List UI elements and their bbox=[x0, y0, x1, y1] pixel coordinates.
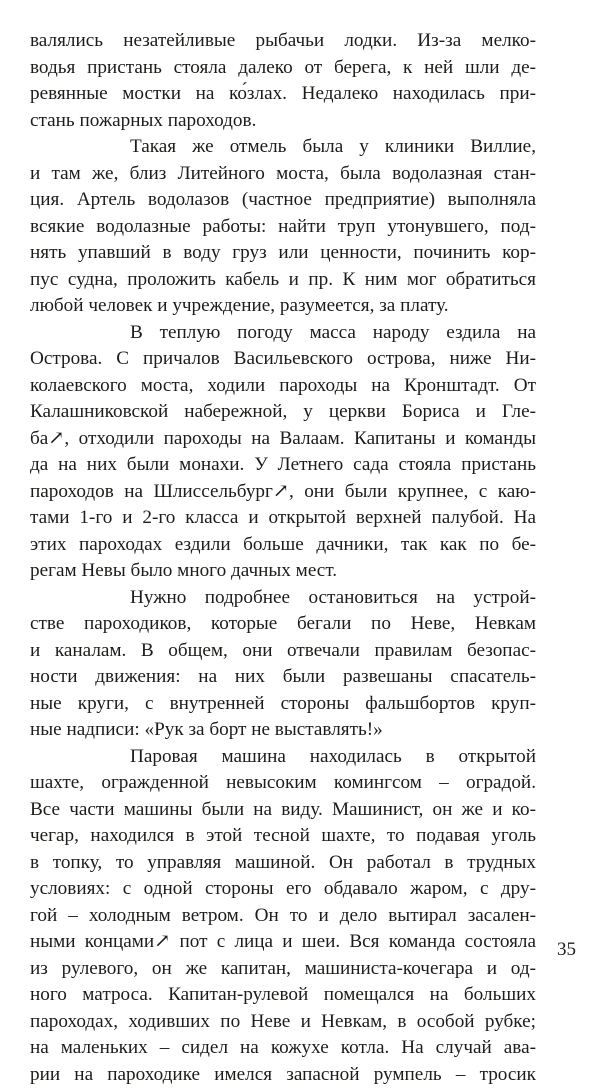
text-line: валялись незатейливые рыбачьи лодки. Из-за мелко- bbox=[30, 28, 536, 55]
text-line: в топку, то управляя машиной. Он работал в трудных bbox=[30, 850, 536, 877]
text-line: стве пароходиков, которые бегали по Неве, Невкам bbox=[30, 611, 536, 638]
text-line: ция. Артель водолазов (частное предприятие) выполняла bbox=[30, 187, 536, 214]
text-line: всякие водолазные работы: найти труп утонувшего, под- bbox=[30, 214, 536, 241]
text-line: ные надписи: «Рук за борт не выставлять!» bbox=[30, 717, 536, 744]
text-line: пароходах, ходивших по Неве и Невкам, в особой рубке; bbox=[30, 1009, 536, 1036]
text-line: рии на пароходике имелся запасной румпель – тросик bbox=[30, 1062, 536, 1088]
text-line: гой – холодным ветром. Он то и дело вытирал засален- bbox=[30, 903, 536, 930]
paragraph-first-line: Паровая машина находилась в открытой bbox=[30, 744, 536, 771]
text-line: и каналам. В общем, они отвечали правилам безопас- bbox=[30, 638, 536, 665]
text-line: и там же, близ Литейного моста, была водолазная стан- bbox=[30, 161, 536, 188]
text-line: водья пристань стояла далеко от берега, к ней шли де- bbox=[30, 55, 536, 82]
paragraph-first-line: В теплую погоду масса народу ездила на bbox=[30, 320, 536, 347]
text-line: ные круги, с внутренней стороны фальшбортов круп- bbox=[30, 691, 536, 718]
text-line: из рулевого, он же капитан, машиниста-кочегара и од- bbox=[30, 956, 536, 983]
text-line: условиях: с одной стороны его обдавало жаром, с дру- bbox=[30, 876, 536, 903]
text-line: пус судна, проложить кабель и пр. К ним мог обратиться bbox=[30, 267, 536, 294]
text-line: стань пожарных пароходов. bbox=[30, 108, 536, 135]
text-line: регам Невы было много дачных мест. bbox=[30, 558, 536, 585]
text-line: ба↗, отходили пароходы на Валаам. Капитаны и команды bbox=[30, 426, 536, 453]
text-line: ного матроса. Капитан-рулевой помещался на больших bbox=[30, 982, 536, 1009]
text-line: Острова. С причалов Васильевского острова, ниже Ни- bbox=[30, 346, 536, 373]
body-text bbox=[30, 28, 536, 1088]
text-line: ревянные мостки на ко́злах. Недалеко находилась при- bbox=[30, 81, 536, 108]
text-line: ными концами↗ пот с лица и шеи. Вся команда состояла bbox=[30, 929, 536, 956]
text-line: пароходов на Шлиссельбург↗, они были крупнее, с каю- bbox=[30, 479, 536, 506]
text-line: Все части машины были на виду. Машинист, он же и ко- bbox=[30, 797, 536, 824]
text-line: да на них были монахи. У Летнего сада стояла пристань bbox=[30, 452, 536, 479]
text-line: на маленьких – сидел на кожухе котла. На случай ава- bbox=[30, 1035, 536, 1062]
text-line: колаевского моста, ходили пароходы на Кронштадт. От bbox=[30, 373, 536, 400]
text-line: чегар, находился в этой тесной шахте, то подавая уголь bbox=[30, 823, 536, 850]
text-line: любой человек и учреждение, разумеется, за плату. bbox=[30, 293, 536, 320]
text-line: Калашниковской набережной, у церкви Бориса и Гле- bbox=[30, 399, 536, 426]
paragraph-first-line: Такая же отмель была у клиники Виллие, bbox=[30, 134, 536, 161]
text-line: нять упавший в воду груз или ценности, починить кор- bbox=[30, 240, 536, 267]
text-line: шахте, огражденной невысоким комингсом – оградой. bbox=[30, 770, 536, 797]
text-line: ности движения: на них были развешаны спасатель- bbox=[30, 664, 536, 691]
text-line: тами 1-го и 2-го класса и открытой верхней палубой. На bbox=[30, 505, 536, 532]
page-number: 35 bbox=[557, 937, 576, 963]
paragraph-first-line: Нужно подробнее остановиться на устрой- bbox=[30, 585, 536, 612]
text-line: этих пароходах ездили больше дачники, так как по бе- bbox=[30, 532, 536, 559]
